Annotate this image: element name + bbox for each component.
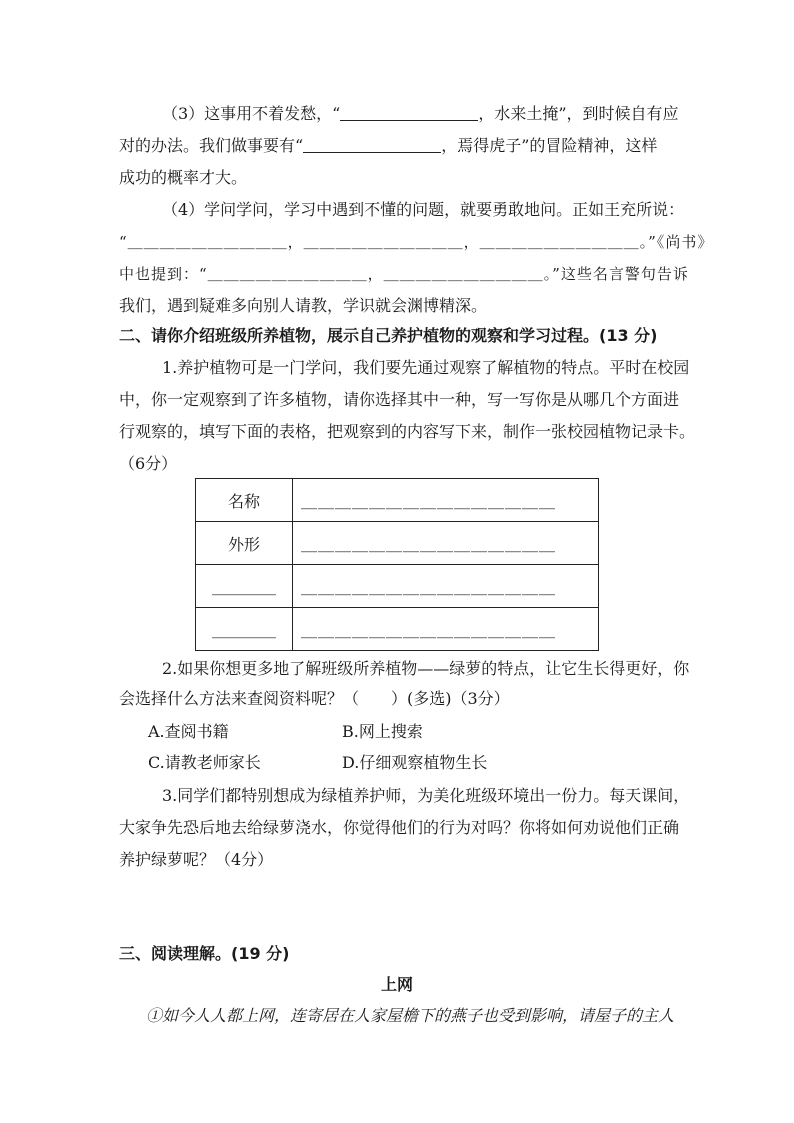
s2-p3-line-2: 大家争先恐后地去给绿萝浇水，你觉得他们的行为对吗？你将如何劝说他们正确 <box>119 818 680 837</box>
plant-record-table <box>195 478 599 651</box>
s2-p2-line-1: 2.如果你想更多地了解班级所养植物——绿萝的特点，让它生长得更好，你 <box>162 659 690 678</box>
q4-line-3[interactable]: 中也提到：“＿＿＿＿＿＿＿＿＿＿，＿＿＿＿＿＿＿＿＿＿。”这些名言警句告诉 <box>119 265 689 283</box>
table-answer-blank[interactable]: ＿＿＿＿＿＿＿＿＿＿＿＿＿＿＿ <box>293 479 599 522</box>
table-answer-blank[interactable]: ＿＿＿＿＿＿＿＿＿＿＿＿＿＿＿ <box>293 608 599 651</box>
option-d[interactable]: D.仔细观察植物生长 <box>342 753 488 772</box>
table-row <box>196 608 599 651</box>
q3-line-2 <box>119 136 657 156</box>
option-b[interactable]: B.网上搜索 <box>342 722 423 741</box>
table-key-blank[interactable]: ＿＿＿＿ <box>196 565 293 608</box>
s2-p1-line-3: 行观察的，填写下面的表格，把观察到的内容写下来，制作一张校园植物记录卡。 <box>119 422 696 441</box>
q3-text-b: ，水来土掩”，到时候自有应 <box>478 104 679 123</box>
table-row <box>196 479 599 522</box>
q4-line-1: （4）学问学问，学习中遇到不懂的问题，就要勇敢地问。正如王充所说： <box>162 200 685 219</box>
answer-blank[interactable] <box>303 136 441 153</box>
option-a[interactable]: A.查阅书籍 <box>148 722 229 741</box>
passage-title: 上网 <box>380 975 413 994</box>
s2-p1-line-4: （6分） <box>119 454 178 473</box>
option-c[interactable]: C.请教老师家长 <box>148 753 261 772</box>
s2-p1-line-1: 1.养护植物可是一门学问，我们要先通过观察了解植物的特点。平时在校园 <box>162 358 690 377</box>
section3-heading: 三、阅读理解。(19 分) <box>119 944 290 963</box>
table-key: 外形 <box>196 522 293 565</box>
q3-text-a: （3）这事用不着发愁，“ <box>162 104 341 123</box>
table-row <box>196 565 599 608</box>
table-key-blank[interactable]: ＿＿＿＿ <box>196 608 293 651</box>
s2-p3-line-3: 养护绿萝呢？（4分） <box>119 850 274 869</box>
q4-line-2[interactable]: “＿＿＿＿＿＿＿＿＿＿，＿＿＿＿＿＿＿＿＿＿，＿＿＿＿＿＿＿＿＿＿。”《尚书》 <box>119 233 714 251</box>
q4-line-4: 我们，遇到疑难多向别人请教，学识就会渊博精深。 <box>119 296 488 315</box>
table-row <box>196 522 599 565</box>
s2-p3-line-1: 3.同学们都特别想成为绿植养护师，为美化班级环境出一份力。每天课间， <box>162 786 690 805</box>
q3-line-1 <box>162 104 679 124</box>
q3-line-3: 成功的概率才大。 <box>119 168 248 187</box>
s2-p1-line-2: 中，你一定观察到了许多植物，请你选择其中一种，写一写你是从哪几个方面进 <box>119 390 680 409</box>
q3-text-d: ，焉得虎子”的冒险精神，这样 <box>441 136 658 155</box>
passage-paragraph-1: ①如今人人都上网，连寄居在人家屋檐下的燕子也受到影响，请屋子的主人 <box>146 1006 675 1025</box>
table-answer-blank[interactable]: ＿＿＿＿＿＿＿＿＿＿＿＿＿＿＿ <box>293 565 599 608</box>
s2-p2-line-2: 会选择什么方法来查阅资料呢？（ ）(多选)（3分） <box>119 689 510 708</box>
q3-text-c: 对的办法。我们做事要有“ <box>119 136 304 155</box>
table-key: 名称 <box>196 479 293 522</box>
table-answer-blank[interactable]: ＿＿＿＿＿＿＿＿＿＿＿＿＿＿＿ <box>293 522 599 565</box>
section2-heading: 二、请你介绍班级所养植物，展示自己养护植物的观察和学习过程。(13 分) <box>119 326 658 345</box>
answer-blank[interactable] <box>340 104 478 121</box>
